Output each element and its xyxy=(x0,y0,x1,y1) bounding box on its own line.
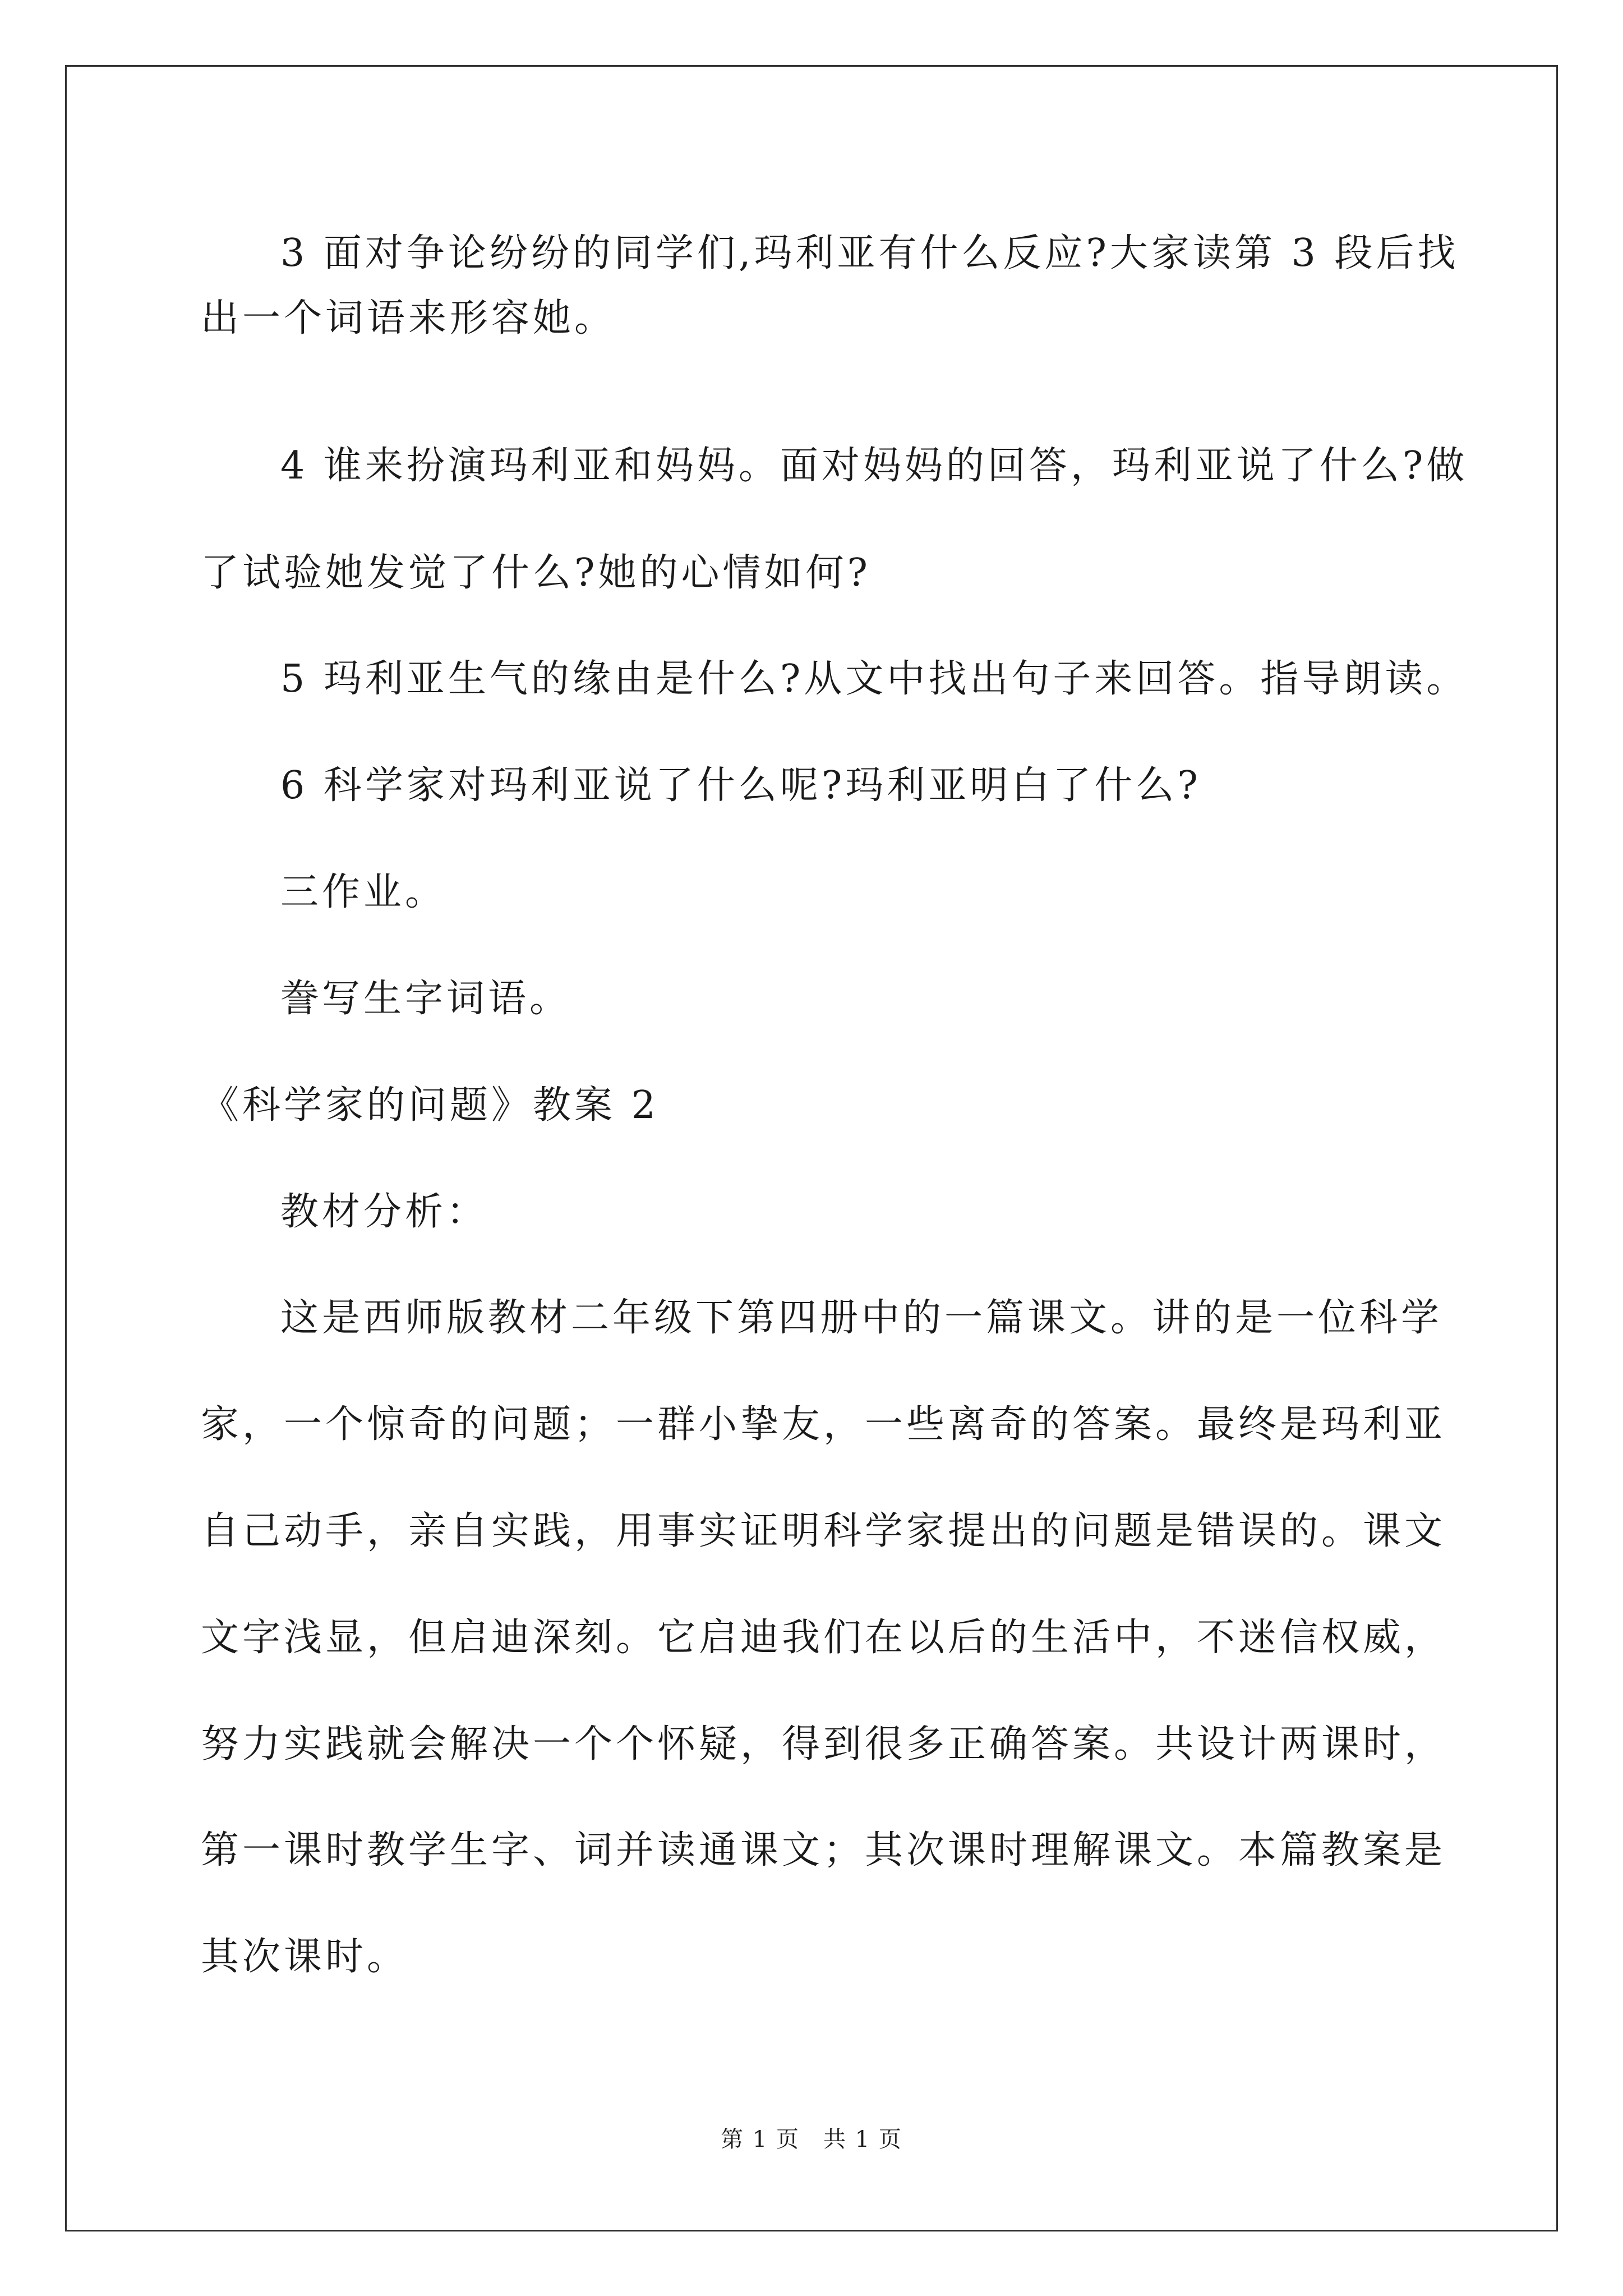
paragraph-line: 家，一个惊奇的问题；一群小挚友，一些离奇的答案。最终是玛利亚 xyxy=(201,1402,1446,1447)
paragraph-line: 誊写生字词语。 xyxy=(280,977,571,1021)
paragraph-line: 自己动手，亲自实践，用事实证明科学家提出的问题是错误的。课文 xyxy=(201,1509,1446,1553)
paragraph-line: 了试验她发觉了什么?她的心情如何? xyxy=(201,551,871,595)
paragraph-line: 5 玛利亚生气的缘由是什么?从文中找出句子来回答。指导朗读。 xyxy=(280,657,1468,701)
paragraph-line: 三作业。 xyxy=(280,870,447,914)
paragraph-line: 努力实践就会解决一个个怀疑，得到很多正确答案。共设计两课时， xyxy=(201,1722,1446,1766)
paragraph-line: 6 科学家对玛利亚说了什么呢?玛利亚明白了什么? xyxy=(280,763,1201,808)
paragraph-line: 文字浅显，但启迪深刻。它启迪我们在以后的生活中，不迷信权威， xyxy=(201,1616,1446,1660)
page-number: 第 1 页 共 1 页 xyxy=(721,2127,902,2152)
paragraph-line: 出一个词语来形容她。 xyxy=(201,296,616,341)
paragraph-line: 这是西师版教材二年级下第四册中的一篇课文。讲的是一位科学 xyxy=(280,1296,1443,1340)
paragraph-line: 其次课时。 xyxy=(201,1935,409,1979)
paragraph-line: 3 面对争论纷纷的同学们,玛利亚有什么反应?大家读第 3 段后找 xyxy=(280,231,1459,275)
paragraph-line: 第一课时教学生字、词并读通课文；其次课时理解课文。本篇教案是 xyxy=(201,1828,1446,1872)
page-border xyxy=(65,65,1558,2231)
section-heading: 《科学家的问题》教案 2 xyxy=(201,1083,659,1128)
paragraph-line: 4 谁来扮演玛利亚和妈妈。面对妈妈的回答，玛利亚说了什么?做 xyxy=(280,444,1468,488)
paragraph-line: 教材分析： xyxy=(280,1190,488,1234)
